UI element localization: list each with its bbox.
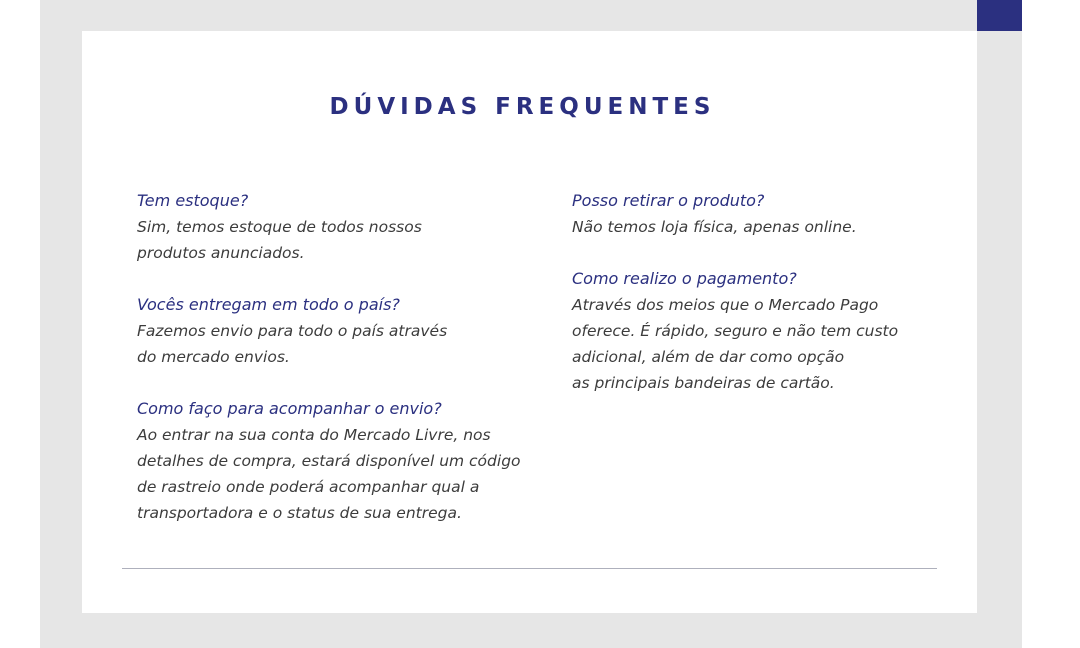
faq-question: Como realizo o pagamento? [572,269,797,288]
faq-answer [137,422,537,526]
faq-answer-line: Não temos loja física, apenas online. [572,218,857,236]
faq-item [572,266,952,396]
faq-answer-line: adicional, além de dar como opção [572,348,845,366]
faq-answer-line: as principais bandeiras de cartão. [572,374,835,392]
accent-tab [977,0,1022,31]
faq-question: Posso retirar o produto? [572,191,765,210]
faq-answer-line: transportadora e o status de sua entrega. [137,504,462,522]
faq-item [137,396,537,526]
faq-answer-line: oferece. É rápido, seguro e não tem custo [572,322,899,340]
faq-answer [137,318,537,370]
faq-question: Vocês entregam em todo o país? [137,295,400,314]
faq-answer-line: de rastreio onde poderá acompanhar qual a [137,478,480,496]
faq-answer-line: Ao entrar na sua conta do Mercado Livre, nos [137,426,491,444]
faq-item [137,292,537,370]
faq-answer-line: Sim, temos estoque de todos nossos [137,218,422,236]
faq-answer [572,214,952,240]
faq-question: Tem estoque? [137,191,249,210]
bottom-divider [122,568,937,569]
faq-answer-line: Fazemos envio para todo o país através [137,322,448,340]
faq-answer-line: produtos anunciados. [137,244,305,262]
faq-answer-line: detalhes de compra, estará disponível um código [137,452,521,470]
faq-question: Como faço para acompanhar o envio? [137,399,442,418]
faq-item [572,188,952,240]
faq-answer [137,214,537,266]
faq-answer-line: Através dos meios que o Mercado Pago [572,296,879,314]
page-title: DÚVIDAS FREQUENTES [329,94,716,120]
faq-column-left [137,188,537,552]
faq-answer [572,292,952,396]
faq-item [137,188,537,266]
faq-column-right [572,188,952,422]
faq-answer-line: do mercado envios. [137,348,290,366]
